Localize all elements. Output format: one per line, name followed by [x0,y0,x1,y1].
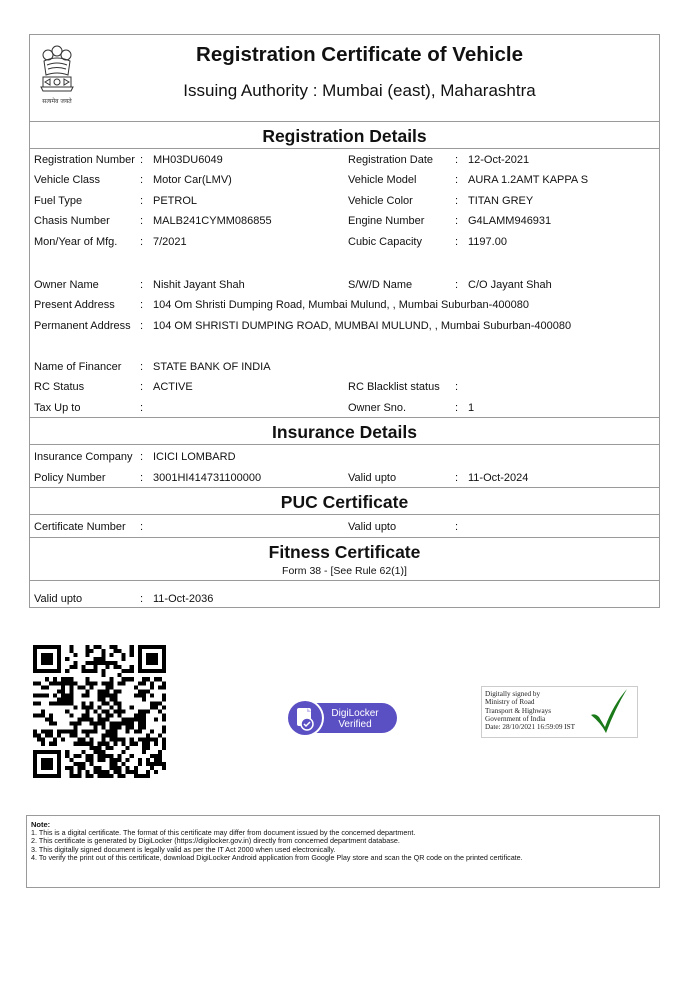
colon: : [455,381,459,393]
reg-value: AURA 1.2AMT KAPPA S [468,174,589,186]
fitness-section-title: Fitness Certificate [268,542,421,562]
note-item: 2. This certificate is generated by DigiLocker (https://digilocker.gov.in) directly from concerned department database. [31,836,400,846]
reg-label: Vehicle Model [348,174,417,186]
colon: : [455,279,459,291]
colon: : [140,215,144,227]
badge-line1: DigiLocker [331,708,379,719]
insurance-company-label: Insurance Company [34,451,133,463]
permanent-address-label: Permanent Address [34,320,131,332]
policy-number-label: Policy Number [34,472,106,484]
section-divider [30,417,659,418]
reg-value: 7/2021 [153,236,187,248]
insurance-valid-value: 11-Oct-2024 [468,472,529,484]
digital-signature-box [481,686,638,738]
colon: : [455,195,459,207]
certificate-header [30,35,659,122]
emblem-motto: सत्यमेव जयते [42,98,72,105]
colon: : [455,472,459,484]
rc-blacklist-label: RC Blacklist status [348,381,440,393]
owner-sno-label: Owner Sno. [348,402,407,414]
signature-line: Digitally signed by [485,690,541,698]
reg-label: Cubic Capacity [348,236,422,248]
colon: : [140,451,144,463]
reg-value: 12-Oct-2021 [468,154,530,166]
colon: : [140,381,144,393]
colon: : [140,402,144,414]
notes-title: Note: [31,820,51,829]
financer-value: STATE BANK OF INDIA [153,361,271,373]
note-item: 4. To verify the print out of this certificate, download DigiLocker Android application from Google Play store and scan the QR code on the printed certificate. [31,853,523,863]
section-divider [30,580,659,581]
reg-label: Fuel Type [34,195,83,207]
notes-box [26,815,660,888]
signature-line: Ministry of Road [485,698,535,707]
section-divider [30,148,659,149]
colon: : [140,299,144,311]
colon: : [140,521,144,533]
qr-code-icon [33,645,166,778]
colon: : [140,320,144,332]
insurance-section-title: Insurance Details [272,422,417,442]
digilocker-verified-badge [283,694,399,742]
colon: : [140,361,144,373]
reg-value: Motor Car(LMV) [153,174,232,186]
colon: : [140,472,144,484]
puc-section-title: PUC Certificate [280,492,409,512]
signature-line: Transport & Highways [485,706,552,715]
present-address-value: 104 Om Shristi Dumping Road, Mumbai Mulund, , Mumbai Suburban-400080 [153,299,530,311]
reg-value: PETROL [153,195,198,207]
policy-number-value: 3001HI414731100000 [153,472,262,484]
fitness-subtitle: Form 38 - [See Rule 62(1)] [282,565,407,577]
insurance-valid-label: Valid upto [348,472,397,484]
colon: : [455,402,459,414]
swd-name-label: S/W/D Name [348,279,413,291]
issuing-authority: Issuing Authority : Mumbai (east), Maharashtra [183,81,536,100]
colon: : [455,215,459,227]
fitness-valid-value: 11-Oct-2036 [153,593,214,605]
signature-line: Government of India [485,714,546,723]
reg-label: Engine Number [348,215,425,227]
section-divider [30,514,659,515]
puc-valid-label: Valid upto [348,521,397,533]
rc-status-label: RC Status [34,381,85,393]
checkmark-icon [589,687,629,733]
colon: : [455,174,459,186]
insurance-company-value: ICICI LOMBARD [153,451,236,463]
signature-text [485,690,575,731]
colon: : [140,154,144,166]
colon: : [140,593,144,605]
tax-label: Tax Up to [34,402,81,414]
reg-label: Registration Number [34,154,135,166]
reg-value: MH03DU6049 [153,154,223,166]
present-address-label: Present Address [34,299,115,311]
reg-value: G4LAMM946931 [468,215,552,227]
note-item: 1. This is a digital certificate. The format of this certificate may differ from document issued by the concerned department. [31,828,416,837]
permanent-address-value: 104 OM SHRISTI DUMPING ROAD, MUMBAI MULUND, , Mumbai Suburban-400080 [153,320,572,332]
reg-label: Vehicle Class [34,174,101,186]
notes-list [31,829,655,863]
note-item: 3. This digitally signed document is legally valid as per the IT Act 2000 when used electronically. [31,844,336,854]
badge-line2: Verified [338,719,372,730]
certificate-frame [29,34,660,608]
financer-label: Name of Financer [34,361,122,373]
swd-name-value: C/O Jayant Shah [468,279,552,291]
colon: : [455,154,459,166]
owner-sno-value: 1 [468,402,475,414]
page-title: Registration Certificate of Vehicle [196,43,523,66]
reg-value: TITAN GREY [468,195,534,207]
reg-label: Chasis Number [34,215,110,227]
colon: : [455,236,459,248]
colon: : [140,195,144,207]
reg-value: 1197.00 [468,236,507,248]
section-divider [30,487,659,488]
rc-status-value: ACTIVE [153,381,193,393]
colon: : [140,174,144,186]
colon: : [455,521,459,533]
fitness-valid-label: Valid upto [34,593,83,605]
reg-label: Vehicle Color [348,195,413,207]
owner-name-label: Owner Name [34,279,99,291]
colon: : [140,279,144,291]
reg-value: MALB241CYMM086855 [153,215,272,227]
registration-section-title: Registration Details [262,126,427,146]
colon: : [140,236,144,248]
signature-line: Date: 28/10/2021 16:59:09 IST [485,723,576,732]
reg-label: Mon/Year of Mfg. [34,236,118,248]
section-divider [30,444,659,445]
owner-name-value: Nishit Jayant Shah [153,279,245,291]
reg-label: Registration Date [348,154,433,166]
section-divider [30,537,659,538]
puc-certificate-label: Certificate Number [34,521,126,533]
